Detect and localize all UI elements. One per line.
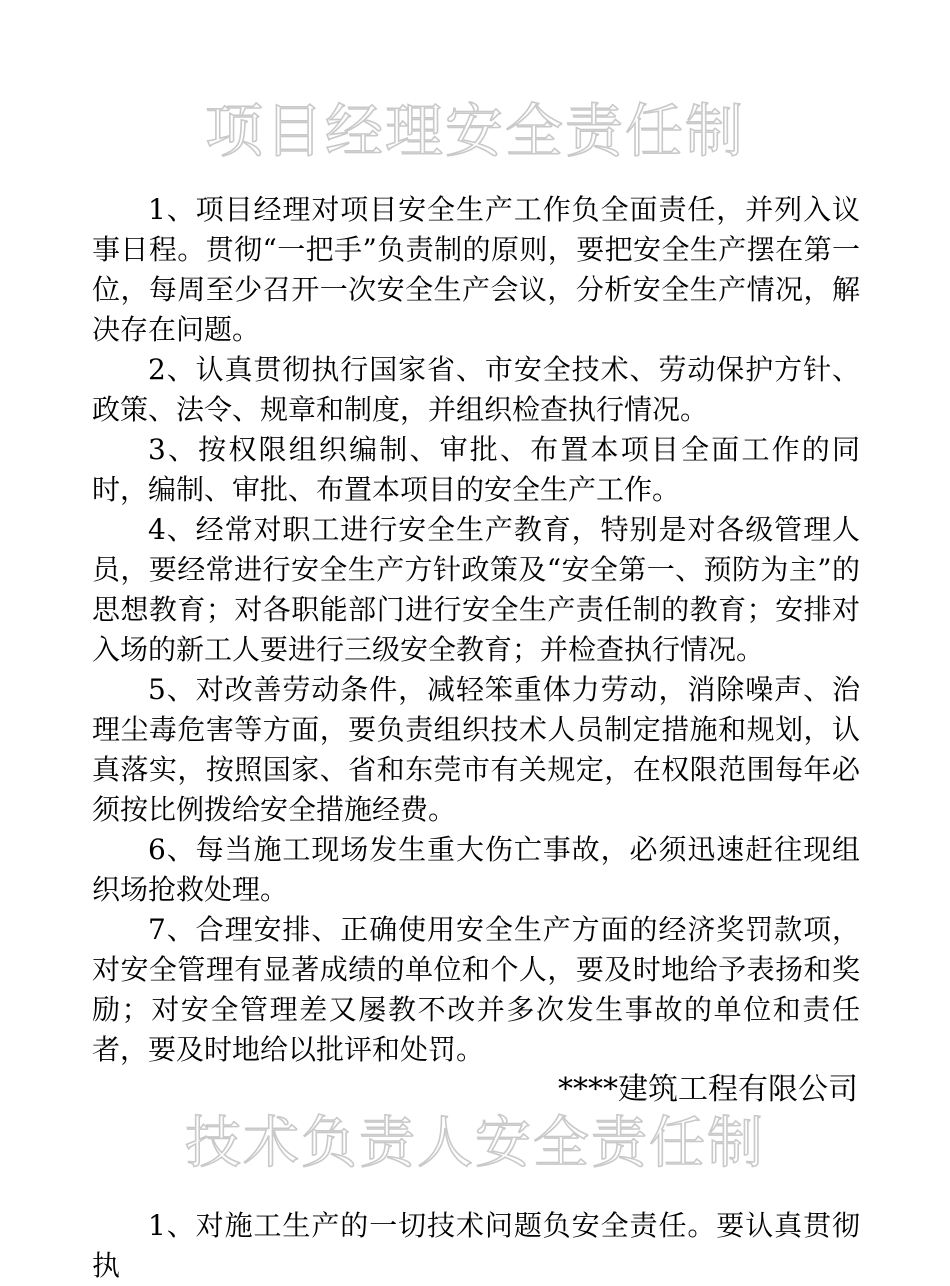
paragraph-6: 6、每当施工现场发生重大伤亡事故，必须迅速赶往现组织场抢救处理。 bbox=[92, 833, 860, 906]
section-body-project-manager bbox=[92, 190, 860, 1070]
section-title-technical-lead: 技术负责人安全责任制 bbox=[185, 1111, 765, 1176]
company-signature: ****建筑工程有限公司 bbox=[558, 1072, 858, 1107]
paragraph-3: 3、按权限组织编制、审批、布置本项目全面工作的同时，编制、审批、布置本项目的安全生产工作。 bbox=[92, 433, 860, 506]
paragraph-1: 1、对施工生产的一切技术问题负安全责任。要认真贯彻执 bbox=[92, 1209, 860, 1282]
paragraph-7: 7、合理安排、正确使用安全生产方面的经济奖罚款项，对安全管理有显著成绩的单位和个人，要及时地给予表扬和奖励；对安全管理差又屡教不改并多次发生事故的单位和责任者，要及时地给以批评和处罚。 bbox=[92, 913, 860, 1066]
paragraph-5: 5、对改善劳动条件，减轻笨重体力劳动，消除噪声、治理尘毒危害等方面，要负责组织技术人员制定措施和规划，认真落实，按照国家、省和东莞市有关规定，在权限范围每年必须按比例拨给安全措施经费。 bbox=[92, 673, 860, 826]
section-title-project-manager: 项目经理安全责任制 bbox=[204, 97, 745, 165]
paragraph-1: 1、项目经理对项目安全生产工作负全面责任，并列入议事日程。贯彻“一把手”负责制的原则，要把安全生产摆在第一位，每周至少召开一次安全生产会议，分析安全生产情况，解决存在问题。 bbox=[92, 193, 860, 346]
paragraph-2: 2、认真贯彻执行国家省、市安全技术、劳动保护方针、政策、法令、规章和制度，并组织检查执行情况。 bbox=[92, 353, 860, 426]
section-body-technical-lead bbox=[92, 1206, 860, 1286]
paragraph-4: 4、经常对职工进行安全生产教育，特别是对各级管理人员，要经常进行安全生产方针政策及“安全第一、预防为主”的思想教育；对各职能部门进行安全生产责任制的教育；安排对入场的新工人要进行三级安全教育；并检查执行情况。 bbox=[92, 513, 860, 666]
